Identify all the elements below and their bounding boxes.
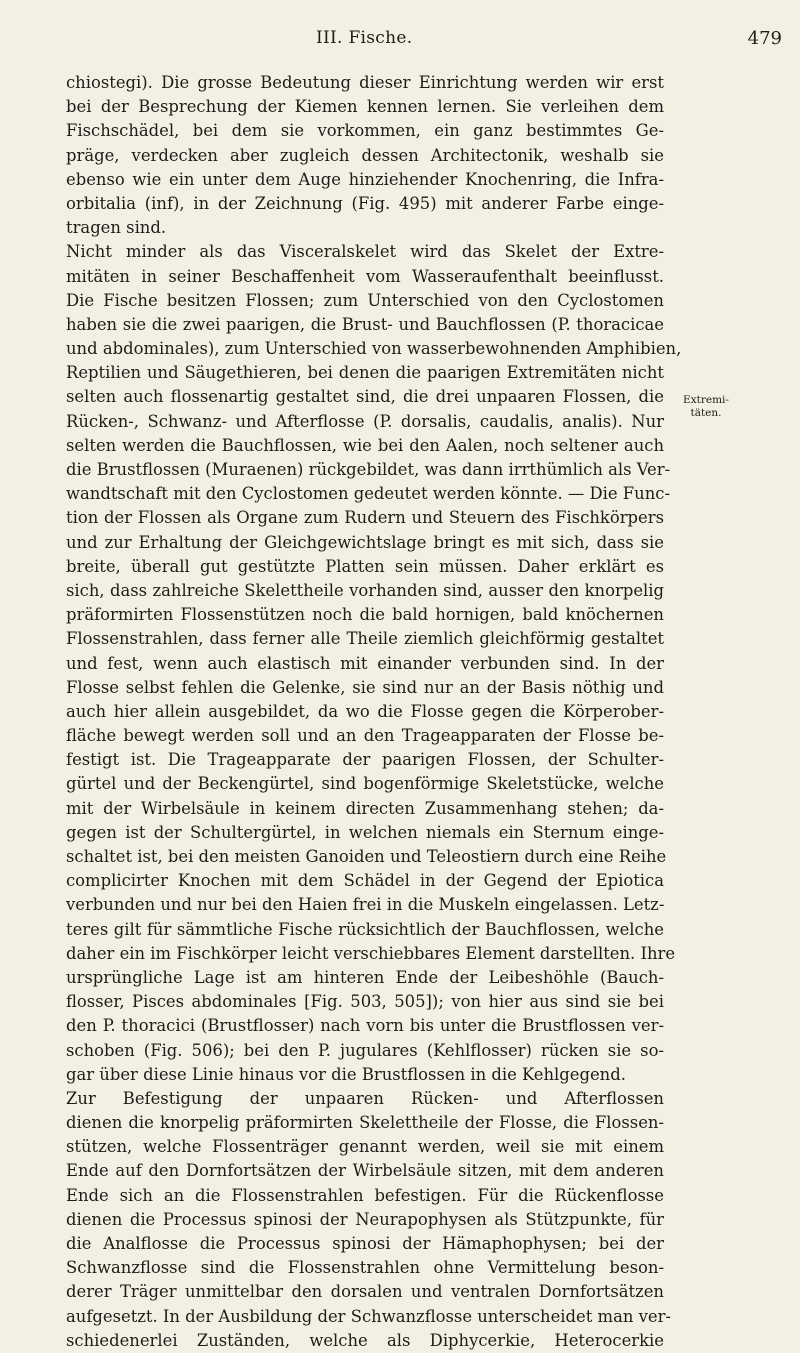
margin-note bbox=[676, 394, 736, 420]
text-line: Zur Befestigung der unpaaren Rücken- und Afterflossen bbox=[66, 1088, 664, 1108]
text-line: ursprüngliche Lage ist am hinteren Ende der Leibeshöhle (Bauch- bbox=[66, 967, 664, 987]
text-line: tragen sind. bbox=[66, 218, 167, 238]
running-head: III. Fische. bbox=[316, 28, 413, 48]
text-line: complicirter Knochen mit dem Schädel in der Gegend der Epiotica bbox=[66, 871, 664, 891]
text-line: ebenso wie ein unter dem Auge hinziehender Knochenring, die Infra- bbox=[66, 169, 664, 189]
text-line: schoben (Fig. 506); bei den P. jugulares (Kehlflosser) rücken sie so- bbox=[66, 1040, 664, 1060]
text-line: und fest, wenn auch elastisch mit einander verbunden sind. In der bbox=[66, 653, 664, 673]
page-number: 479 bbox=[747, 28, 782, 49]
text-line: Schwanzflosse sind die Flossenstrahlen ohne Vermittelung beson- bbox=[66, 1258, 664, 1278]
text-line: gürtel und der Beckengürtel, sind bogenförmige Skeletstücke, welche bbox=[66, 774, 664, 794]
text-line: und abdominales), zum Unterschied von wasserbewohnenden Amphibien, bbox=[66, 339, 682, 359]
text-line: wandtschaft mit den Cyclostomen gedeutet werden könnte. — Die Func- bbox=[66, 484, 670, 504]
text-line: gar über diese Linie hinaus vor die Brustflossen in die Kehlgegend. bbox=[66, 1064, 626, 1084]
text-line: daher ein im Fischkörper leicht verschiebbares Element darstellten. Ihre bbox=[66, 943, 676, 963]
text-line: selten auch flossenartig gestaltet sind, die drei unpaaren Flossen, die bbox=[66, 387, 664, 407]
text-line: derer Träger unmittelbar den dorsalen und ventralen Dornfortsätzen bbox=[66, 1282, 664, 1302]
text-line: dienen die Processus spinosi der Neurapophysen als Stützpunkte, für bbox=[66, 1209, 664, 1229]
text-line: und zur Erhaltung der Gleichgewichtslage bringt es mit sich, dass sie bbox=[66, 532, 664, 552]
text-line: präformirten Flossenstützen noch die bald hornigen, bald knöchernen bbox=[66, 605, 664, 625]
text-line: aufgesetzt. In der Ausbildung der Schwanzflosse unterscheidet man ver- bbox=[66, 1306, 671, 1326]
text-line: verbunden und nur bei den Haien frei in die Muskeln eingelassen. Letz- bbox=[66, 895, 665, 915]
text-line: breite, überall gut gestützte Platten sein müssen. Daher erklärt es bbox=[66, 556, 664, 576]
margin-note-line: täten. bbox=[690, 407, 722, 419]
text-line: haben sie die zwei paarigen, die Brust- und Bauchflossen (P. thoracicae bbox=[66, 314, 664, 334]
text-line: Flosse selbst fehlen die Gelenke, sie sind nur an der Basis nöthig und bbox=[66, 677, 664, 697]
body-text bbox=[66, 71, 682, 1353]
text-line: flosser, Pisces abdominales [Fig. 503, 505]); von hier aus sind sie bei bbox=[66, 992, 664, 1012]
text-line: schaltet ist, bei den meisten Ganoiden und Teleostiern durch eine Reihe bbox=[66, 847, 667, 866]
text-line: Nicht minder als das Visceralskelet wird das Skelet der Extre- bbox=[66, 242, 664, 262]
text-line: gegen ist der Schultergürtel, in welchen niemals ein Sternum einge- bbox=[66, 822, 664, 842]
text-line: stützen, welche Flossenträger genannt werden, weil sie mit einem bbox=[66, 1137, 664, 1157]
margin-note-line: Extremi- bbox=[683, 394, 729, 406]
text-line: teres gilt für sämmtliche Fische rücksichtlich der Bauchflossen, welche bbox=[66, 919, 664, 939]
text-line: Rücken-, Schwanz- und Afterflosse (P. dorsalis, caudalis, analis). Nur bbox=[66, 411, 664, 431]
text-line: präge, verdecken aber zugleich dessen Architectonik, weshalb sie bbox=[66, 145, 664, 165]
text-line: Ende auf den Dornfortsätzen der Wirbelsäule sitzen, mit dem anderen bbox=[66, 1161, 664, 1181]
text-line: mit der Wirbelsäule in keinem directen Zusammenhang stehen; da- bbox=[66, 798, 664, 818]
text-line: tion der Flossen als Organe zum Rudern und Steuern des Fischkörpers bbox=[66, 508, 664, 528]
text-line: dienen die knorpelig präformirten Skelettheile der Flosse, die Flossen- bbox=[66, 1113, 664, 1133]
text-line: Die Fische besitzen Flossen; zum Unterschied von den Cyclostomen bbox=[66, 290, 664, 310]
text-line: sich, dass zahlreiche Skelettheile vorhanden sind, ausser den knorpelig bbox=[66, 580, 664, 600]
text-line: chiostegi). Die grosse Bedeutung dieser Einrichtung werden wir erst bbox=[66, 73, 664, 92]
text-line: bei der Besprechung der Kiemen kennen lernen. Sie verleihen dem bbox=[66, 97, 664, 117]
text-line: orbitalia (inf), in der Zeichnung (Fig. 495) mit anderer Farbe einge- bbox=[66, 193, 664, 213]
text-line: mitäten in seiner Beschaffenheit vom Wasseraufenthalt beeinflusst. bbox=[66, 266, 664, 286]
text-line: Ende sich an die Flossenstrahlen befestigen. Für die Rückenflosse bbox=[66, 1185, 664, 1205]
text-line: Flossenstrahlen, dass ferner alle Theile ziemlich gleichförmig gestaltet bbox=[66, 629, 664, 649]
text-line: Fischschädel, bei dem sie vorkommen, ein ganz bestimmtes Ge- bbox=[66, 121, 664, 141]
text-line: schiedenerlei Zuständen, welche als Diphycerkie, Heterocerkie bbox=[66, 1330, 664, 1350]
text-line: auch hier allein ausgebildet, da wo die Flosse gegen die Körperober- bbox=[66, 701, 664, 721]
page-header bbox=[0, 28, 800, 58]
text-line: die Brustflossen (Muraenen) rückgebildet, was dann irrthümlich als Ver- bbox=[66, 460, 671, 479]
text-line: die Analflosse die Processus spinosi der Hämaphophysen; bei der bbox=[66, 1234, 664, 1253]
text-line: den P. thoracici (Brustflosser) nach vorn bis unter die Brustflossen ver- bbox=[66, 1016, 664, 1036]
text-line: fläche bewegt werden soll und an den Trageapparaten der Flosse be- bbox=[66, 726, 664, 746]
text-line: festigt ist. Die Trageapparate der paarigen Flossen, der Schulter- bbox=[66, 750, 664, 770]
text-line: selten werden die Bauchflossen, wie bei den Aalen, noch seltener auch bbox=[66, 435, 664, 455]
text-line: Reptilien und Säugethieren, bei denen die paarigen Extremitäten nicht bbox=[66, 363, 664, 383]
